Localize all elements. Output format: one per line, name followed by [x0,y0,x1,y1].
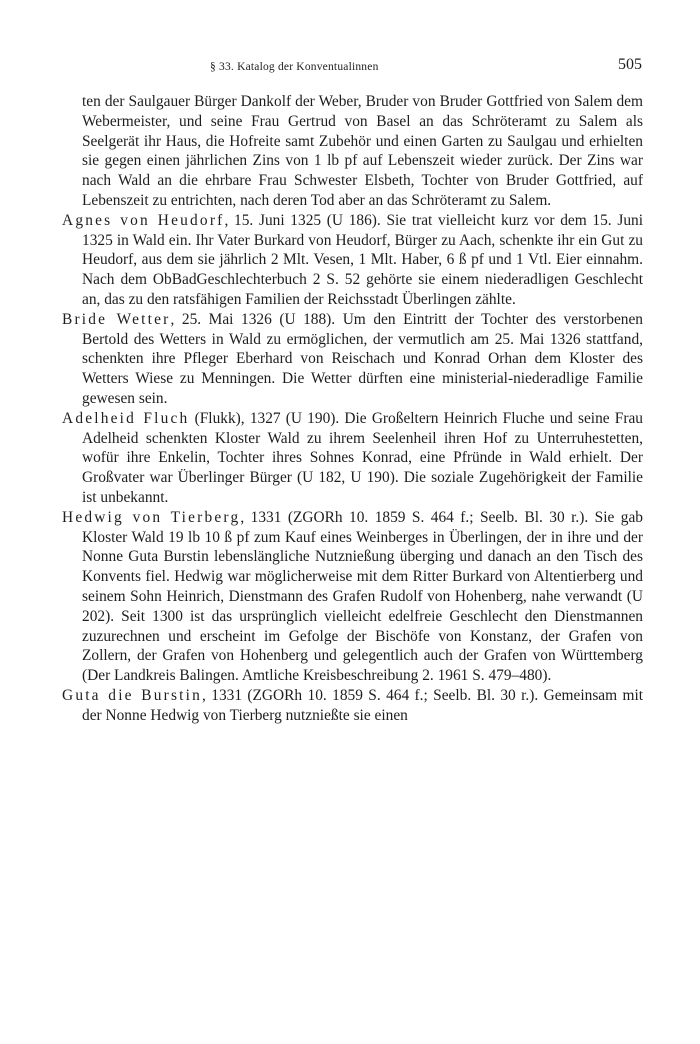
running-head: § 33. Katalog der Konventualinnen [210,61,379,73]
entry-name: Adelheid Fluch [62,409,190,427]
catalog-entry [62,508,643,686]
catalog-entry [62,310,643,409]
entry-text: , 15. Juni 1325 (U 186). Sie trat vielleicht kurz vor dem 15. Juni 1325 in Wald ein. Ihr Vater Burkard von Heudorf, Bürger zu Aach, schenkte ihr ein Gut zu Heudorf, aus dem sie jährlich 2 Mlt. Vesen, 1 Mlt. Haber, 6 ß pf und 1 Vtl. Eier einnahm. Nach dem ObBadGeschlechterbuch 2 S. 52 gehörte sie einem niederadligen Geschlecht an, das zu den ratsfähigen Familien der Reichsstadt Überlingen zählte. [82,211,643,308]
entry-name: Hedwig von Tierberg [62,508,241,526]
catalog-entry [62,211,643,310]
page-body [62,92,643,726]
entry-text: , 1331 (ZGORh 10. 1859 S. 464 f.; Seelb. Bl. 30 r.). Gemeinsam mit der Nonne Hedwig von Tierberg nutznießte sie einen [82,686,644,724]
entry-text: , 1331 (ZGORh 10. 1859 S. 464 f.; Seelb. Bl. 30 r.). Sie gab Kloster Wald 19 lb 10 ß pf zum Kauf eines Weinberges in Überlingen, der in ihre und der Nonne Guta Burstin lebenslängliche Nutznießung überging und danach an den Tisch des Konvents fiel. Hedwig war möglicherweise mit dem Ritter Burkard von Altentierberg und seinem Sohn Heinrich, Dienstmann des Grafen Rudolf von Hohenberg, nahe verwandt (U 202). Seit 1300 ist das ursprünglich vielleicht edelfreie Geschlecht den Dienstmannen zuzurechnen und erscheint im Gefolge der Bischöfe von Konstanz, der Grafen von Zollern, der Grafen von Hohenberg und gelegentlich auch der Grafen von Württemberg (Der Landkreis Balingen. Amtliche Kreisbeschreibung 2. 1961 S. 479–480). [82,508,643,685]
catalog-entry [62,409,643,508]
entry-name: Bride Wetter [62,310,171,328]
catalog-entry [62,686,643,726]
entry-text: (Flukk), 1327 (U 190). Die Großeltern Heinrich Fluche und seine Frau Adelheid schenkten Kloster Wald zu ihrem Seelenheil ihren Hof zu Unterruhestetten, wofür ihre Enkelin, Tochter ihres Sohnes Konrad, eine Pfründe in Wald erhielt. Der Großvater war Überlinger Bürger (U 182, U 190). Die soziale Zugehörigkeit der Familie ist unbekannt. [82,409,643,506]
page-number: 505 [618,56,642,73]
continuation-paragraph: ten der Saulgauer Bürger Dankolf der Weber, Bruder von Bruder Gottfried von Salem dem Webermeister, und seine Frau Gertrud von Basel an das Schröteramt zu Salem als Seelgerät ihr Haus, die Hofreite samt Zubehör und einen Garten zu Saulgau und erhielten sie gegen einen jährlichen Zins von 1 lb pf auf Lebenszeit wieder zurück. Der Zins war nach Wald an die ehrbare Frau Schwester Elsbeth, Tochter von Bruder Gottfried, auf Lebenszeit zu entrichten, nach deren Tod aber an das Schröteramt zu Salem. [82,93,643,209]
entry-name: Guta die Burstin [62,686,203,704]
entry-text: , 25. Mai 1326 (U 188). Um den Eintritt der Tochter des verstorbenen Bertold des Wetters in Wald zu ermöglichen, der vermutlich am 25. Mai 1326 stattfand, schenkten ihre Pfleger Eberhard von Reischach und Konrad Orhan dem Kloster des Wetters Wiese zu Menningen. Die Wetter dürften eine ministerial-niederadlige Familie gewesen sein. [82,310,644,407]
entry-name: Agnes von Heudorf [62,211,225,229]
page-header [60,56,642,80]
